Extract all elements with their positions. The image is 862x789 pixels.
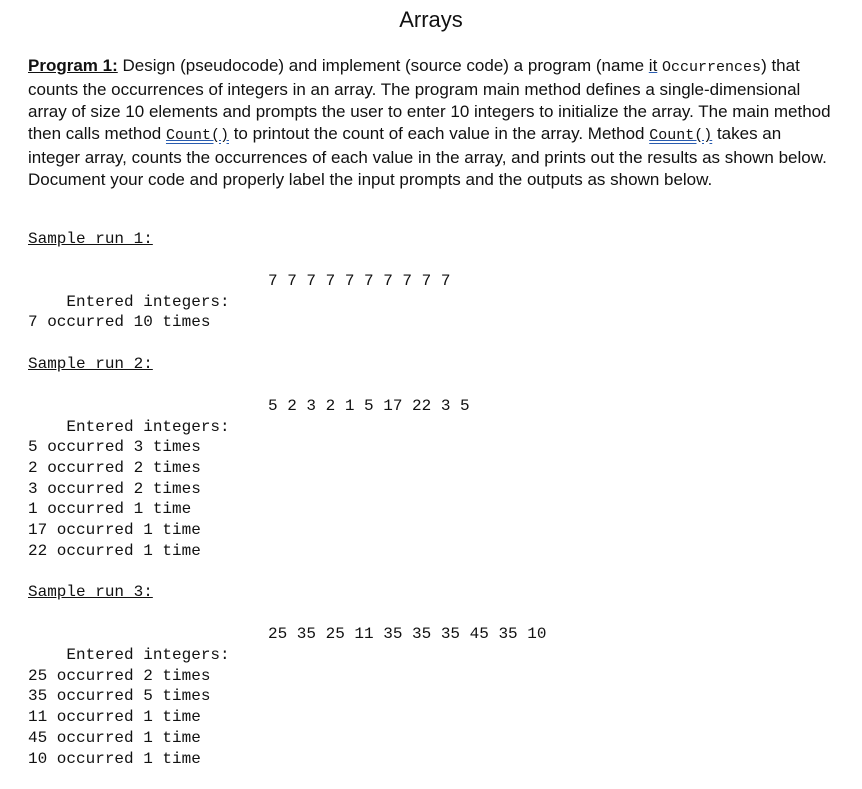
sample-run-1-entered	[28, 271, 828, 311]
program-description	[28, 55, 834, 191]
sample-run-1-result-1: 7 occurred 10 times	[28, 313, 211, 331]
description-text-2: ) that counts the occurrences of integers in an array. The program main method defines a single-dimensional array of size 10 elements and prompts the user to enter 10 integers to initialize the array. The main method then calls method	[28, 56, 831, 143]
sample-run-3-result-2: 35 occurred 5 times	[28, 687, 211, 705]
sample-run-2-result-5: 17 occurred 1 time	[28, 521, 201, 539]
page-title: Arrays	[399, 7, 463, 32]
sample-run-1-label: Sample run 1:	[28, 230, 153, 248]
description-text-1: Design (pseudocode) and implement (source code) a program (name	[117, 56, 649, 75]
sample-run-2-label: Sample run 2:	[28, 355, 153, 373]
sample-run-3-result-3: 11 occurred 1 time	[28, 708, 201, 726]
sample-run-3-result-1: 25 occurred 2 times	[28, 667, 211, 685]
entered-label: Entered integers:	[66, 417, 230, 436]
sample-run-2-result-2: 2 occurred 2 times	[28, 459, 201, 477]
entered-values: 25 35 25 11 35 35 35 45 35 10	[268, 625, 547, 643]
program-name-it: it	[648, 56, 658, 75]
entered-label: Entered integers:	[66, 292, 230, 311]
description-text-3: to printout the count of each value in the array. Method	[228, 124, 650, 143]
sample-run-2-result-1: 5 occurred 3 times	[28, 438, 201, 456]
sample-run-3-entered	[28, 624, 828, 664]
program-label: Program 1:	[28, 56, 118, 75]
entered-values: 7 7 7 7 7 7 7 7 7 7	[268, 272, 451, 290]
sample-run-3-result-4: 45 occurred 1 time	[28, 729, 201, 747]
sample-run-2-result-4: 1 occurred 1 time	[28, 500, 192, 518]
entered-label: Entered integers:	[66, 645, 230, 664]
sample-run-2-entered	[28, 396, 828, 436]
description-text-4: takes an integer array, counts the occurrences of each value in the array, and prints out the results as shown below. Document your code and properly label the input prompts and the outputs as shown below.	[28, 124, 827, 189]
entered-values: 5 2 3 2 1 5 17 22 3 5	[268, 397, 470, 415]
sample-run-3-result-5: 10 occurred 1 time	[28, 750, 201, 768]
program-name-occurrences: Occurrences	[662, 59, 762, 76]
sample-run-2-result-6: 22 occurred 1 time	[28, 542, 201, 560]
sample-run-2-result-3: 3 occurred 2 times	[28, 480, 201, 498]
sample-run-3-label: Sample run 3:	[28, 583, 153, 601]
method-count-2: Count()	[649, 127, 713, 144]
method-count-1: Count()	[165, 127, 229, 144]
